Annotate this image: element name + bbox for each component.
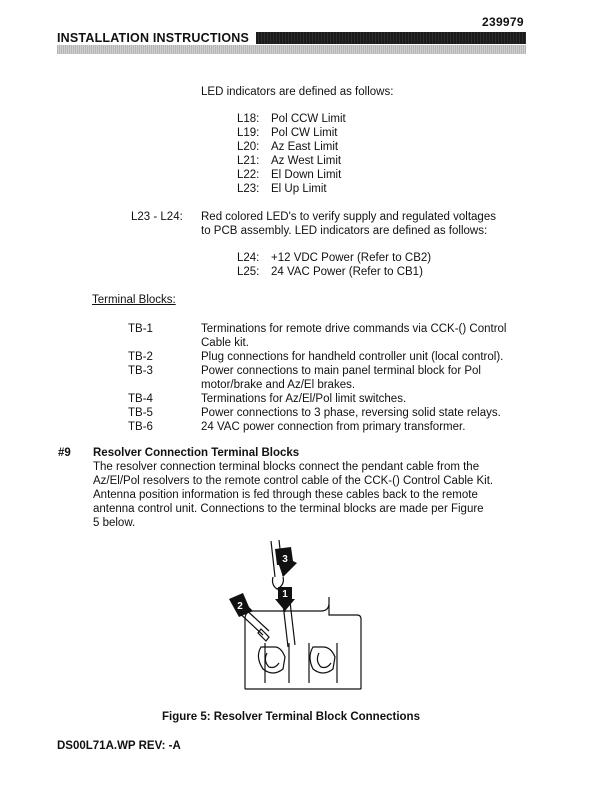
document-number: 239979 [482,15,524,29]
header-rule-dark [256,32,526,44]
terminal-code: TB-5 [128,407,153,419]
table-row [128,392,527,406]
paragraph-line: The resolver connection terminal blocks connect the pendant cable from the [93,461,480,473]
callout-label: 3 [282,554,288,565]
led-range-label: L23 - L24: [131,211,183,223]
callout-arrow-3 [275,547,297,577]
terminal-code: TB-3 [128,365,153,377]
power-led-list [237,251,431,279]
table-row [128,322,527,350]
terminal-description [201,392,527,406]
description-line: Plug connections for handheld controller unit (local control). [201,351,504,363]
terminal-description [201,364,527,392]
description-line: Terminations for Az/El/Pol limit switches. [201,393,407,405]
paragraph-line: 5 below. [93,517,136,529]
description-line: Red colored LED's to verify supply and regulated voltages [201,211,496,223]
led-label: 24 VAC Power (Refer to CB1) [271,266,423,278]
figure-caption: Figure 5: Resolver Terminal Block Connections [162,711,420,723]
terminal-description [201,420,527,434]
document-footer: DS00L71A.WP REV: -A [57,740,181,752]
led-code: L19: [237,127,260,139]
led-code: L22: [237,169,260,181]
callout-label: 1 [282,589,288,600]
description-line: 24 VAC power connection from primary transformer. [201,421,466,433]
led-code: L18: [237,113,260,125]
terminal-description [201,406,527,420]
led-range-description [201,210,531,238]
list-item [237,154,346,168]
list-item [237,168,346,182]
led-label: El Down Limit [271,169,342,181]
paragraph-line: Antenna position information is fed through these cables back to the remote [93,489,478,501]
list-item [237,112,346,126]
terminal-code: TB-2 [128,351,153,363]
description-line: Cable kit. [201,337,249,349]
terminal-blocks-table [128,322,527,434]
table-row [128,350,527,364]
list-item [237,182,346,196]
terminal-description [201,350,527,364]
led-list [237,112,346,196]
led-label: +12 VDC Power (Refer to CB2) [271,252,432,264]
led-code: L20: [237,141,260,153]
callout-label: 2 [237,601,243,612]
table-row [128,406,527,420]
description-line: Power connections to 3 phase, reversing solid state relays. [201,407,501,419]
led-code: L25: [237,266,260,278]
terminal-code: TB-1 [128,323,153,335]
led-code: L23: [237,183,260,195]
section-heading: Resolver Connection Terminal Blocks [93,447,300,459]
led-code: L24: [237,252,260,264]
table-row [128,420,527,434]
terminal-block-drawing [225,537,365,695]
led-label: Az West Limit [271,155,342,167]
list-item [237,251,431,265]
table-row [128,364,527,392]
description-line: motor/brake and Az/El brakes. [201,379,356,391]
paragraph-line: antenna control unit. Connections to the terminal blocks are made per Figure [93,503,484,515]
resolver-terminal-figure [225,537,365,700]
list-item [237,126,346,140]
header-rule-light [57,45,526,54]
list-item [237,265,431,279]
callout-arrow-1 [275,587,295,611]
description-line: to PCB assembly. LED indicators are defined as follows: [201,225,488,237]
description-line: Power connections to main panel terminal block for Pol [201,365,481,377]
section-number: #9 [58,447,71,459]
section-title: INSTALLATION INSTRUCTIONS [57,31,250,45]
led-intro-text: LED indicators are defined as follows: [201,86,394,98]
led-code: L21: [237,155,260,167]
list-item [237,140,346,154]
terminal-blocks-heading: Terminal Blocks: [92,294,176,306]
led-label: El Up Limit [271,183,327,195]
terminal-description [201,322,527,350]
section-paragraph [93,460,525,530]
description-line: Terminations for remote drive commands via CCK-() Control [201,323,507,335]
terminal-code: TB-6 [128,421,153,433]
led-label: Pol CCW Limit [271,113,346,125]
led-label: Az East Limit [271,141,339,153]
led-label: Pol CW Limit [271,127,338,139]
paragraph-line: Az/El/Pol resolvers to the remote control cable of the CCK-() Control Cable Kit. [93,475,494,487]
terminal-code: TB-4 [128,393,153,405]
